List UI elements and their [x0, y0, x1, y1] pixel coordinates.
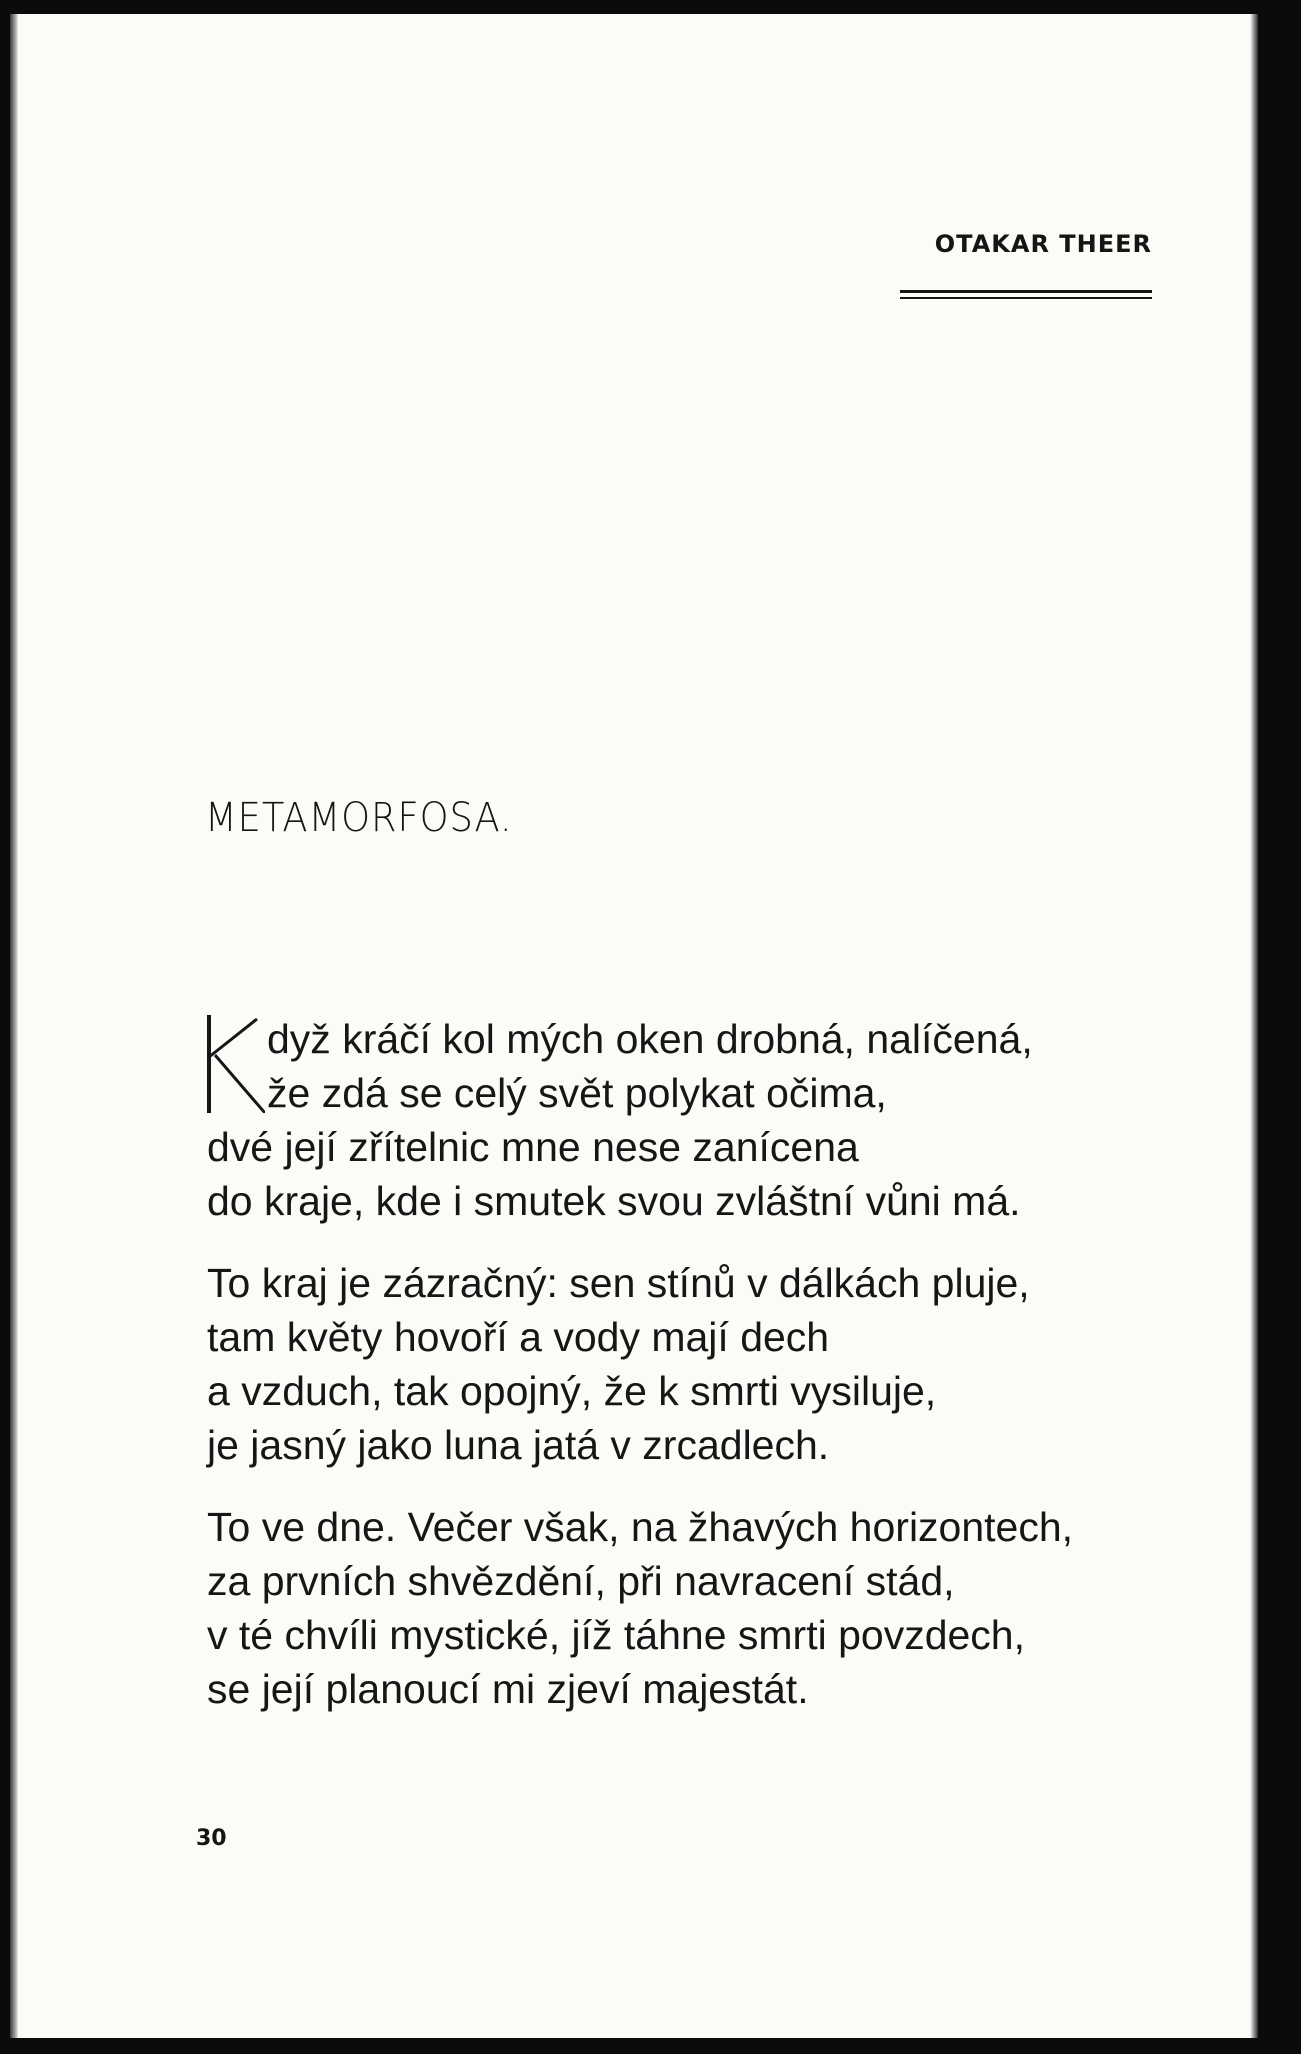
page-number: 30 — [196, 1826, 227, 1851]
poem-line: v té chvíli mystické, jíž táhne smrti povzdech, — [207, 1612, 1025, 1658]
poem-line: dvé její zřítelnic mne nese zanícena — [207, 1124, 859, 1170]
poem-body — [207, 1012, 1187, 1744]
running-header-author: OTAKAR THEER — [934, 230, 1152, 258]
poem-line: dyž kráčí kol mých oken drobná, nalíčená, — [267, 1016, 1033, 1062]
poem-line: To kraj je zázračný: sen stínů v dálkách pluje, — [207, 1260, 1030, 1306]
poem-line: se její planoucí mi zjeví majestát. — [207, 1666, 809, 1712]
page-binding-edge — [10, 14, 18, 2038]
poem-line: a vzduch, tak opojný, že k smrti vysiluje, — [207, 1368, 937, 1414]
stanza-2 — [207, 1256, 1187, 1472]
poem-line: že zdá se celý svět polykat očima, — [267, 1070, 887, 1116]
stanza-1 — [207, 1012, 1187, 1228]
poem-line: za prvních shvězdění, při navracení stád, — [207, 1558, 955, 1604]
page-outer-edge — [1250, 14, 1258, 2038]
poem-line: tam květy hovoří a vody mají dech — [207, 1314, 830, 1360]
stanza-3 — [207, 1500, 1187, 1716]
header-rule-thin — [900, 297, 1152, 299]
header-rule-thick — [900, 290, 1152, 293]
poem-line: do kraje, kde i smutek svou zvláštní vůni má. — [207, 1178, 1021, 1224]
poem-line: To ve dne. Večer však, na žhavých horizontech, — [207, 1504, 1074, 1550]
poem-title: METAMORFOSA. — [205, 795, 513, 841]
poem-line: je jasný jako luna jatá v zrcadlech. — [207, 1422, 830, 1468]
